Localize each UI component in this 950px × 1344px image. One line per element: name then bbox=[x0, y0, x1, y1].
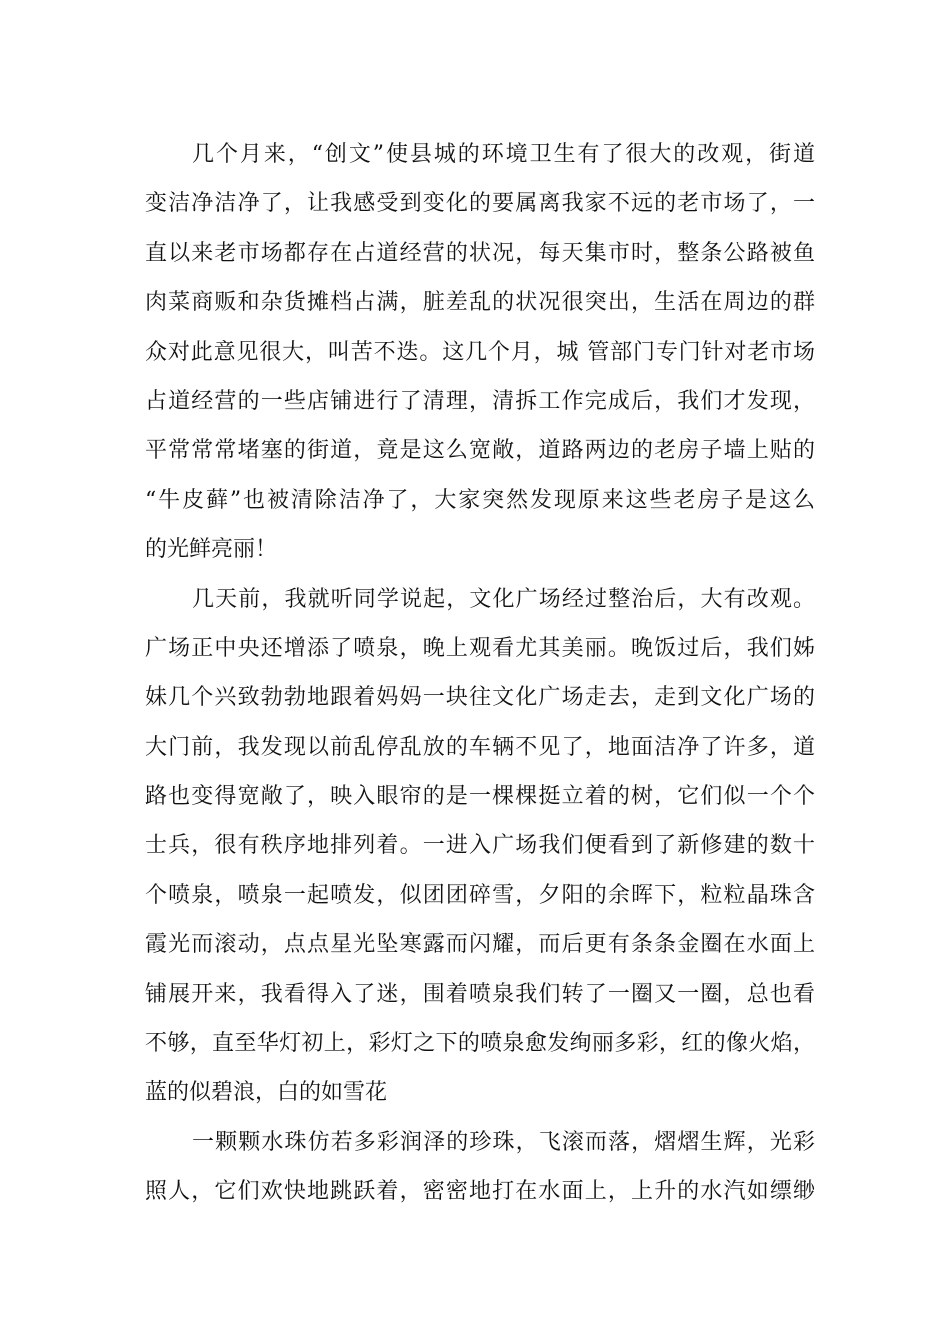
text-line-20: 蓝的似碧浪，白的如雪花 bbox=[145, 1080, 388, 1106]
text-line-19: 不够，直至华灯初上，彩灯之下的喷泉愈发绚丽多彩，红的像火焰， bbox=[145, 1031, 815, 1057]
text-line-5: 众对此意见很大，叫苦不迭。这几个月，城 管部门专门针对老市场 bbox=[145, 339, 815, 365]
text-line-2: 变洁净洁净了，让我感受到变化的要属离我家不远的老市场了，一 bbox=[145, 191, 815, 217]
text-line-1: 几个月来，“创文”使县城的环境卫生有了很大的改观，街道 bbox=[192, 142, 815, 167]
body-text bbox=[145, 130, 815, 1217]
text-line-15: 士兵，很有秩序地排列着。一进入广场我们便看到了新修建的数十 bbox=[145, 833, 815, 859]
text-line-10: 几天前，我就听同学说起，文化广场经过整治后，大有改观。 bbox=[192, 586, 815, 612]
text-line-18: 铺展开来，我看得入了迷，围着喷泉我们转了一圈又一圈，总也看 bbox=[145, 981, 815, 1007]
text-line-14: 路也变得宽敞了，映入眼帘的是一棵棵挺立着的树，它们似一个个 bbox=[145, 784, 815, 810]
text-line-3: 直以来老市场都存在占道经营的状况，每天集市时，整条公路被鱼 bbox=[145, 240, 815, 266]
text-line-12: 妹几个兴致勃勃地跟着妈妈一块往文化广场走去，走到文化广场的 bbox=[145, 685, 815, 711]
text-line-6: 占道经营的一些店铺进行了清理，清拆工作完成后，我们才发现， bbox=[145, 388, 815, 414]
text-line-9: 的光鲜亮丽！ bbox=[145, 537, 278, 563]
text-line-21: 一颗颗水珠仿若多彩润泽的珍珠，飞滚而落，熠熠生辉，光彩 bbox=[192, 1129, 815, 1155]
text-line-13: 大门前，我发现以前乱停乱放的车辆不见了，地面洁净了许多，道 bbox=[145, 734, 815, 760]
text-line-8: “牛皮藓”也被清除洁净了，大家突然发现原来这些老房子是这么 bbox=[145, 487, 815, 513]
text-line-7: 平常常常堵塞的街道，竟是这么宽敞，道路两边的老房子墙上贴的 bbox=[145, 438, 815, 464]
text-line-17: 霞光而滚动，点点星光坠寒露而闪耀，而后更有条条金圈在水面上 bbox=[145, 932, 815, 958]
text-line-11: 广场正中央还增添了喷泉，晚上观看尤其美丽。晚饭过后，我们姊 bbox=[145, 635, 815, 661]
text-line-4: 肉菜商贩和杂货摊档占满，脏差乱的状况很突出，生活在周边的群 bbox=[145, 290, 815, 316]
text-line-16: 个喷泉，喷泉一起喷发，似团团碎雪，夕阳的余晖下，粒粒晶珠含 bbox=[145, 882, 815, 908]
text-line-22: 照人，它们欢快地跳跃着，密密地打在水面上，上升的水汽如缥缈 bbox=[145, 1179, 815, 1205]
